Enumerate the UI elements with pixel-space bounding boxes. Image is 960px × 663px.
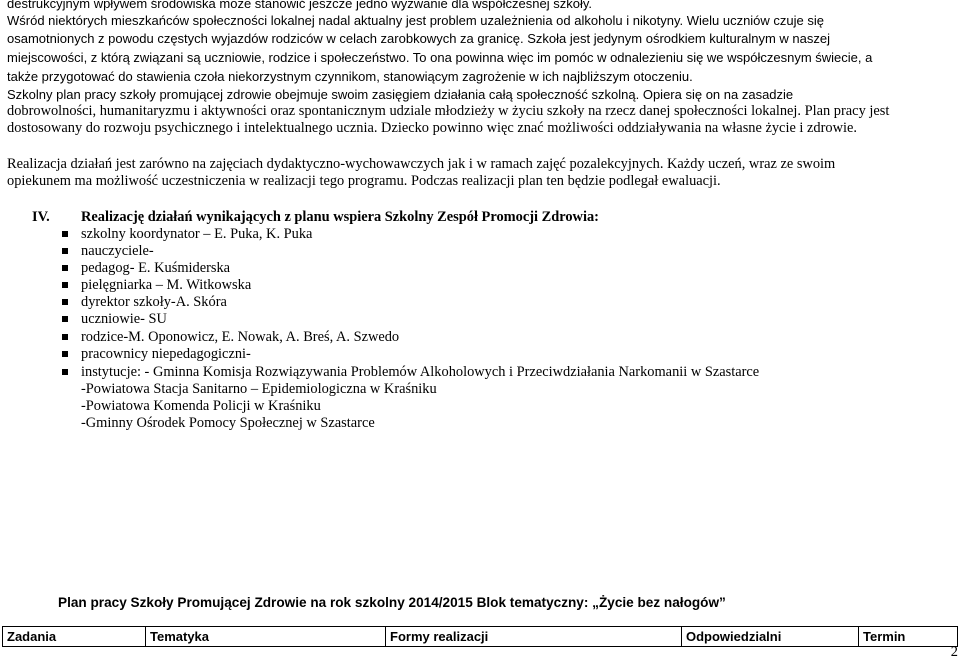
paragraph-line: Realizacja działań jest zarówno na zajęciach dydaktyczno-wychowawczych jak i w ramach zajęć pozalekcyjnych. Każdy uczeń, wraz ze swoim xyxy=(7,156,836,172)
paragraph-line: dobrowolności, humanitaryzmu i aktywności oraz spontanicznym udziale młodzieży w życiu szkoły na rzecz danej społeczności lokalnej. Plan pracy jest xyxy=(7,103,890,119)
paragraph-line: destrukcyjnym wpływem środowiska może stanowić jeszcze jedno wyzwanie dla współczesnej szkoły. xyxy=(7,0,592,11)
list-item-continuation: -Gminny Ośrodek Pomocy Społecznej w Szastarce xyxy=(81,415,375,431)
bullet-icon xyxy=(62,265,68,271)
list-item-continuation: -Powiatowa Komenda Policji w Kraśniku xyxy=(81,398,321,414)
list-item: instytucje: - Gminna Komisja Rozwiązywania Problemów Alkoholowych i Przeciwdziałania Narkomanii w Szastarce xyxy=(81,364,760,380)
bullet-icon xyxy=(62,369,68,375)
plan-table-header xyxy=(2,626,958,647)
table-header-termin: Termin xyxy=(863,629,906,644)
list-item: rodzice-M. Oponowicz, E. Nowak, A. Breś, A. Szwedo xyxy=(81,329,400,345)
list-item: szkolny koordynator – E. Puka, K. Puka xyxy=(81,226,313,242)
table-header-odpowiedzialni: Odpowiedzialni xyxy=(682,627,859,646)
paragraph-line: opiekunem ma możliwość uczestniczenia w realizacji tego programu. Podczas realizacji plan ten będzie podlegał ewaluacji. xyxy=(7,173,721,189)
section-numeral: IV. xyxy=(32,209,50,225)
paragraph-line: miejscowości, z którą związani są uczniowie, rodzice i społeczeństwo. To ona powinna więc im pomóc w odnalezieniu się we współczesnym świecie, a xyxy=(7,50,873,65)
bullet-icon xyxy=(62,334,68,340)
bullet-icon xyxy=(62,299,68,305)
bullet-icon xyxy=(62,351,68,357)
list-item: pracownicy niepedagogiczni- xyxy=(81,346,251,362)
page-number: 2 xyxy=(950,644,958,660)
list-item-continuation: -Powiatowa Stacja Sanitarno – Epidemiologiczna w Kraśniku xyxy=(81,381,437,397)
paragraph-line: osamotnionych z powodu częstych wyjazdów rodziców w celach zarobkowych za granicę. Szkoła jest jedynym ośrodkiem kulturalnym w naszej xyxy=(7,31,830,46)
table-header-zadania: Zadania xyxy=(3,627,146,646)
table-header-formy-realizacji: Formy realizacji xyxy=(386,627,682,646)
section-heading: Realizację działań wynikających z planu wspiera Szkolny Zespół Promocji Zdrowia: xyxy=(81,209,599,225)
plan-title: Plan pracy Szkoły Promującej Zdrowie na rok szkolny 2014/2015 Blok tematyczny: „Życie bez nałogów” xyxy=(58,595,726,610)
bullet-icon xyxy=(62,248,68,254)
list-item: dyrektor szkoły-A. Skóra xyxy=(81,294,227,310)
paragraph-line: Szkolny plan pracy szkoły promującej zdrowie obejmuje swoim zasięgiem działania całą społeczność szkolną. Opiera się on na zasadzie xyxy=(7,87,794,102)
paragraph-line: także przygotować do stawienia czoła niekorzystnym czynnikom, stanowiącym zagrożenie w ich najbliższym otoczeniu. xyxy=(7,69,693,84)
list-item: pedagog- E. Kuśmiderska xyxy=(81,260,231,276)
list-item: nauczyciele- xyxy=(81,243,154,259)
list-item: pielęgniarka – M. Witkowska xyxy=(81,277,252,293)
bullet-icon xyxy=(62,231,68,237)
list-item: uczniowie- SU xyxy=(81,311,167,327)
table-header-tematyka: Tematyka xyxy=(146,627,386,646)
paragraph-line: dostosowany do rozwoju psychicznego i intelektualnego ucznia. Dziecko powinno więc znać możliwości oddziaływania na własne życie i zdrowie. xyxy=(7,120,857,136)
bullet-icon xyxy=(62,282,68,288)
bullet-icon xyxy=(62,316,68,322)
paragraph-line: Wśród niektórych mieszkańców społeczności lokalnej nadal aktualny jest problem uzależnienia od alkoholu i nikotyny. Wielu uczniów czuje się xyxy=(7,13,824,28)
